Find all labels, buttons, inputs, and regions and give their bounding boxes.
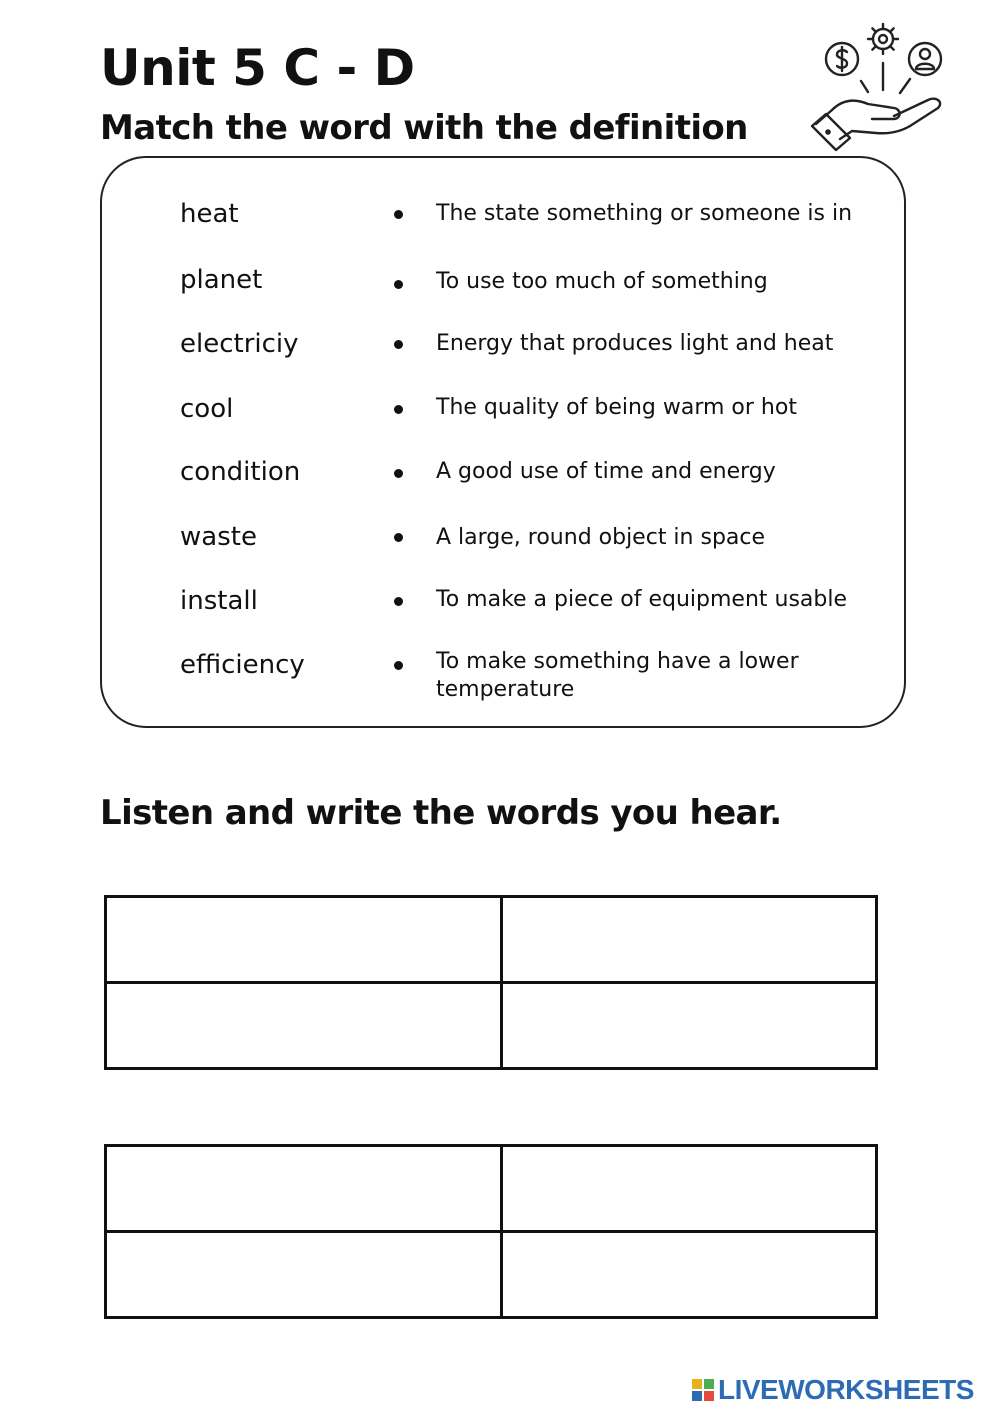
word-planet[interactable]: planet <box>180 265 263 295</box>
definition-6[interactable]: A large, round object in space <box>436 525 766 550</box>
match-dot[interactable] <box>394 597 403 606</box>
liveworksheets-logo[interactable] <box>692 1370 992 1410</box>
match-dot[interactable] <box>394 661 403 670</box>
answer-box[interactable] <box>106 983 502 1069</box>
page-subtitle: Match the word with the definition <box>100 108 748 148</box>
word-efficiency[interactable]: efficiency <box>180 650 305 680</box>
answer-grid-1 <box>104 895 878 1070</box>
page-title: Unit 5 C - D <box>100 39 415 97</box>
definition-2[interactable]: To use too much of something <box>436 269 768 294</box>
word-heat[interactable]: heat <box>180 199 239 229</box>
gear-icon <box>868 24 898 54</box>
definition-1[interactable]: The state something or someone is in <box>436 201 853 226</box>
definition-7[interactable]: To make a piece of equipment usable <box>436 587 848 612</box>
answer-box[interactable] <box>106 1146 502 1232</box>
match-dot[interactable] <box>394 280 403 289</box>
word-condition[interactable]: condition <box>180 457 301 487</box>
answer-box[interactable] <box>502 983 877 1069</box>
match-dot[interactable] <box>394 340 403 349</box>
definition-5[interactable]: A good use of time and energy <box>436 459 776 484</box>
answer-box[interactable] <box>502 1146 877 1232</box>
definition-3[interactable]: Energy that produces light and heat <box>436 331 834 356</box>
word-cool[interactable]: cool <box>180 394 234 424</box>
liveworksheets-mark-icon <box>692 1379 714 1401</box>
match-dot[interactable] <box>394 469 403 478</box>
hand-holding-money-icon <box>806 16 956 158</box>
answer-box[interactable] <box>106 1232 502 1318</box>
answer-box[interactable] <box>502 897 877 983</box>
word-electriciy[interactable]: electriciy <box>180 329 299 359</box>
brand-name: LIVEWORKSHEETS <box>718 1374 974 1405</box>
answer-box[interactable] <box>502 1232 877 1318</box>
match-dot[interactable] <box>394 405 403 414</box>
word-install[interactable]: install <box>180 586 258 616</box>
definition-4[interactable]: The quality of being warm or hot <box>436 395 797 420</box>
person-icon <box>909 43 941 75</box>
answer-box[interactable] <box>106 897 502 983</box>
match-dot[interactable] <box>394 533 403 542</box>
listening-title: Listen and write the words you hear. <box>100 793 782 833</box>
match-dot[interactable] <box>394 210 403 219</box>
dollar-icon <box>826 43 858 75</box>
definition-8[interactable]: To make something have a lower temperature <box>436 649 799 702</box>
word-waste[interactable]: waste <box>180 522 257 552</box>
matching-box <box>100 156 906 728</box>
answer-grid-2 <box>104 1144 878 1319</box>
